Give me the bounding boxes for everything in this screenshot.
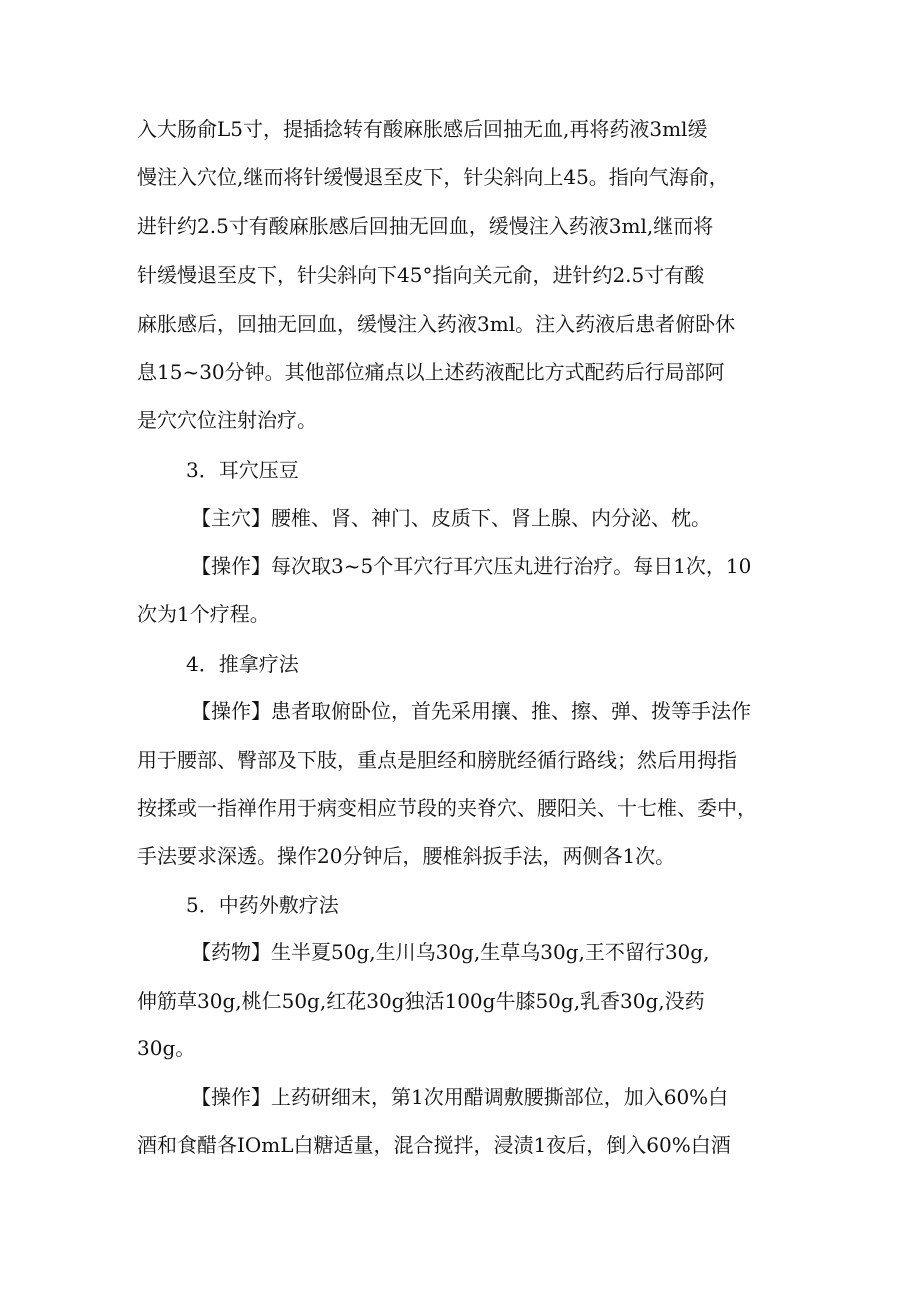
text-line: 【主穴】腰椎、肾、神门、皮质下、肾上腺、内分泌、枕。 — [191, 506, 711, 530]
section-heading-ear-acupressure: 3．耳穴压豆 — [186, 458, 299, 482]
text-line: 手法要求深透。操作20分钟后，腰椎斜扳手法，两侧各1次。 — [137, 844, 676, 868]
text-line: 30g。 — [137, 1036, 196, 1060]
text-line: 伸筋草30g,桃仁50g,红花30g独活100g牛膝50g,乳香30g,没药 — [137, 989, 705, 1013]
text-line: 麻胀感后，回抽无回血，缓慢注入药液3ml。注入药液后患者俯卧休 — [137, 312, 736, 336]
text-line: 按揉或一指禅作用于病变相应节段的夹脊穴、腰阳关、十七椎、委中， — [137, 796, 757, 820]
text-line: 【操作】每次取3~5个耳穴行耳穴压丸进行治疗。每日1次，10 — [191, 554, 752, 578]
text-line: 息15~30分钟。其他部位痛点以上述药液配比方式配药后行局部阿 — [137, 360, 725, 384]
text-line: 酒和食醋各IOmL白糖适量，混合搅拌，浸渍1夜后，倒入60%白酒 — [137, 1133, 731, 1157]
text-line: 用于腰部、臀部及下肢，重点是胆经和膀胱经循行路线；然后用拇指 — [137, 748, 737, 772]
section-heading-herbal-compress: 5．中药外敷疗法 — [186, 893, 339, 917]
section-heading-massage-therapy: 4．推拿疗法 — [186, 652, 299, 676]
text-line: 是穴穴位注射治疗。 — [137, 408, 317, 432]
text-line: 次为1个疗程。 — [137, 602, 270, 626]
text-line: 入大肠俞L5寸，提插捻转有酸麻胀感后回抽无血,再将药液3ml缓 — [137, 117, 708, 141]
text-line: 【药物】生半夏50g,生川乌30g,生草乌30g,王不留行30g, — [191, 940, 710, 964]
text-line: 针缓慢退至皮下，针尖斜向下45°指向关元俞，进针约2.5寸有酸 — [137, 263, 705, 287]
text-line: 慢注入穴位,继而将针缓慢退至皮下，针尖斜向上45。指向气海俞， — [137, 165, 729, 189]
text-line: 【操作】上药研细末，第1次用醋调敷腰撕部位，加入60%白 — [191, 1085, 729, 1109]
text-line: 进针约2.5寸有酸麻胀感后回抽无回血，缓慢注入药液3ml,继而将 — [137, 214, 714, 238]
text-line: 【操作】患者取俯卧位，首先采用攘、推、擦、弹、拨等手法作 — [191, 699, 751, 723]
